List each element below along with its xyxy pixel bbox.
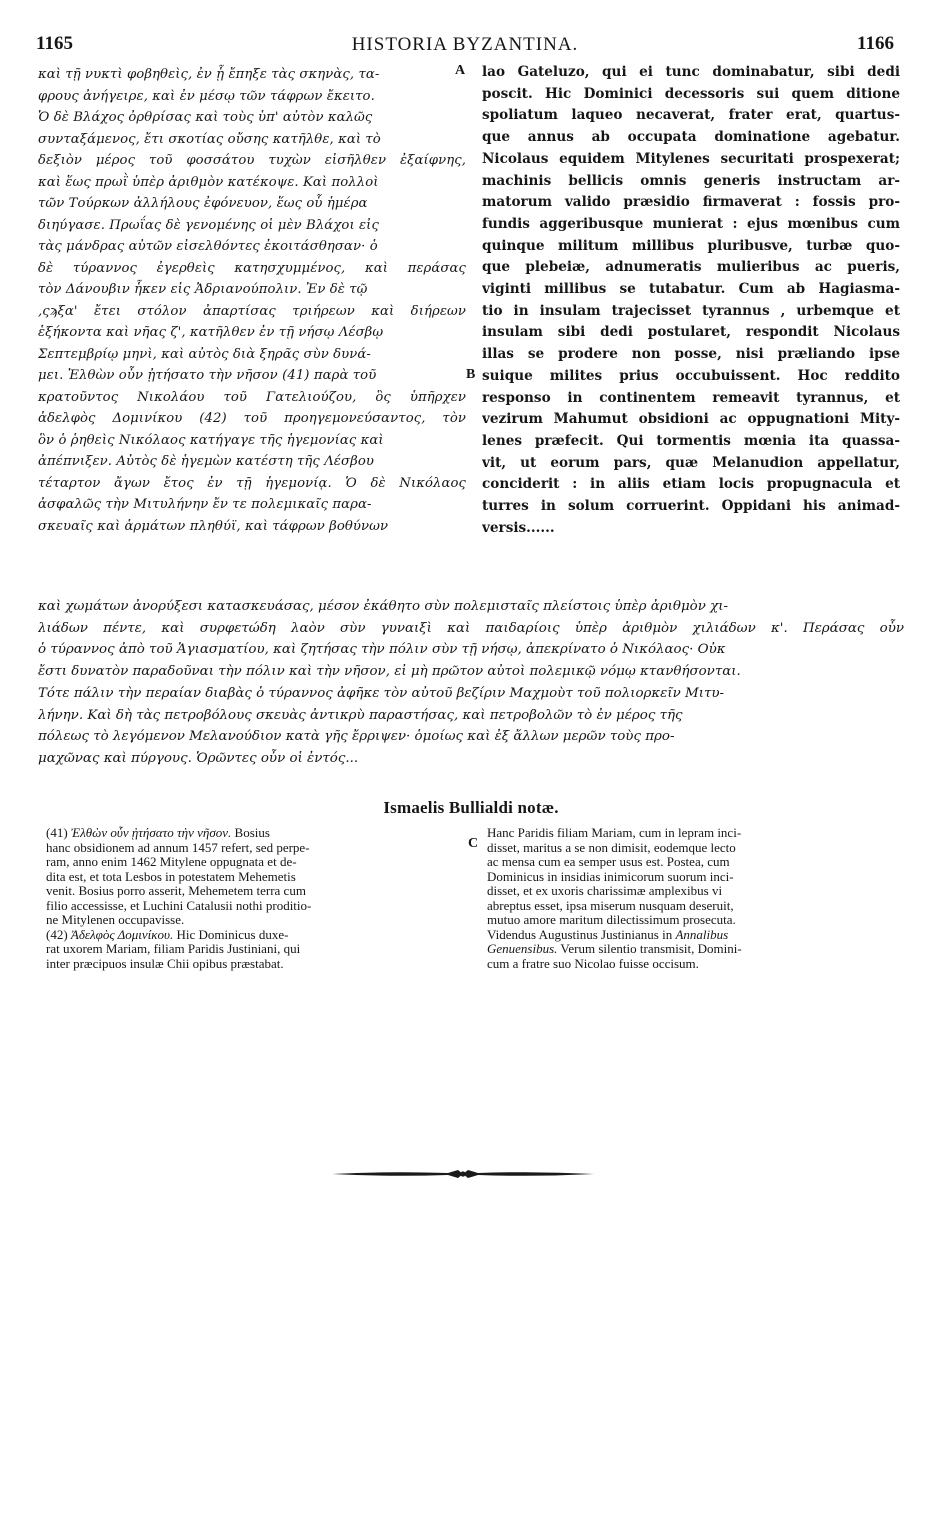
greek-text-line: λιάδων πέντε, καὶ συρφετώδη λαὸν σὺν γυναιξὶ καὶ παιδαρίοις ὑπὲρ ἀριθμὸν χιλιάδων κ'. Περάσας οὖν <box>38 620 904 636</box>
note-text: Bosius <box>231 826 270 840</box>
note-line <box>487 841 907 856</box>
latin-text-line: tio in insulam trajecisset tyrannus , urbemque et <box>482 302 900 319</box>
note-text: rat uxorem Mariam, filiam Paridis Justiniani, qui <box>46 942 301 956</box>
greek-text-line: τὸν Δάνουβιν ἧκεν εἰς Ἀδριανούπολιν. Ἐν δὲ τῷ <box>38 282 368 297</box>
note-line <box>46 928 466 943</box>
latin-text-line: fundis aggeribusque munierat : ejus mœnibus cum <box>482 215 900 232</box>
latin-text-line: lenes præfecit. Qui tormentis mœnia ita quassa- <box>482 432 900 449</box>
note-text: (41) <box>46 826 71 840</box>
greek-text-line: πόλεως τὸ λεγόμενον Μελανούδιον κατὰ γῆς ἔρριψεν· ὁμοίως καὶ ἐξ ἄλλων μερῶν τοὺς προ- <box>38 729 675 745</box>
note-text: dita est, et tota Lesbos in potestatem Mehemetis <box>46 869 296 884</box>
page-number-right: 1166 <box>857 33 894 54</box>
greek-text-line: διηύγασε. Πρωΐας δὲ γενομένης οἱ μὲν Βλάχοι εἰς <box>38 217 379 233</box>
notes-heading: Ismaelis Bullialdi notæ. <box>383 798 559 817</box>
latin-text-line: spoliatum laqueo necaverat, frater erat, quartus- <box>482 107 900 124</box>
latin-text-line: vezirum Mahumut obsidioni ac oppugnationi Mity- <box>482 411 900 428</box>
greek-text-line: ὃν ὁ ῥηθεὶς Νικόλαος κατήγαγε τῆς ἡγεμονίας καὶ <box>38 432 384 448</box>
note-citation: Genuensibus. <box>487 942 558 956</box>
greek-text-full-width <box>38 596 904 770</box>
latin-text-line: turres in solum corruerint. Oppidani his animad- <box>482 498 900 515</box>
note-citation: Ἐλθὼν οὖν ᾐτήσατο τὴν νῆσον. <box>70 826 232 840</box>
greek-text-line: δεξιὸν μέρος τοῦ φοσσάτου τυχὼν εἰσῆλθεν ἐξαίφνης, <box>38 153 466 168</box>
note-text: hanc obsidionem ad annum 1457 refert, sed perpe- <box>46 840 310 855</box>
note-line <box>46 870 466 885</box>
greek-text-line: Τότε πάλιν τὴν περαίαν διαβὰς ὁ τύραννος ἀφῆκε τὸν αὐτοῦ βεζίριν Μαχμοὺτ τοῦ πολιορκεῖν Μιτυ- <box>38 685 725 701</box>
latin-text-line: quinque militum millibus pluribusve, turbæ quo- <box>482 237 900 254</box>
latin-text-line: viginti millibus se tutabatur. Cum ab Hagiasma- <box>482 281 900 298</box>
greek-text-line: Σεπτεμβρίῳ μηνὶ, καὶ αὐτὸς διὰ ξηρᾶς σὺν δυνά- <box>38 346 371 362</box>
greek-text-line: ἀπέπνιξεν. Αὐτὸς δὲ ἡγεμὼν κατέστη τῆς Λέσβου <box>38 454 374 469</box>
latin-text-column <box>482 62 900 539</box>
note-line <box>487 899 907 914</box>
note-line <box>487 942 907 957</box>
margin-marker-b: B <box>466 367 476 382</box>
latin-text-line: matorum valido præsidio firmaverat : fossis pro- <box>482 194 900 211</box>
note-text: abreptus esset, ipsa miserum nusquam deseruit, <box>487 898 734 913</box>
latin-text-line: que annus ab occupata dominatione agebatur. <box>482 129 900 146</box>
latin-text-line: insulam sibi dedi postularet, respondit Nicolaus <box>482 324 900 341</box>
latin-text-line: vit, ut eorum pars, quæ Melanudion appellatur, <box>482 454 900 471</box>
greek-text-line: τέταρτον ἄγων ἔτος ἐν τῇ ἡγεμονίᾳ. Ὁ δὲ Νικόλαος <box>38 475 466 491</box>
note-line <box>487 913 907 928</box>
latin-text-line: Nicolaus equidem Mitylenes securitati prospexerat; <box>482 150 900 167</box>
greek-text-line: τὰς μάνδρας αὐτῶν εἰσελθόντες ἐκοιτάσθησαν· ὁ <box>38 239 378 254</box>
note-line <box>487 855 907 870</box>
running-title: HISTORIA BYZANTINA. <box>351 34 579 55</box>
note-line <box>487 957 907 972</box>
note-line <box>46 942 466 957</box>
greek-text-line: ὁ τύραννος ἀπὸ τοῦ Ἁγιασματίου, καὶ ζητήσας τὴν πόλιν σὺν τῇ νήσῳ, ἀπεκρίνατο ὁ Νικόλαος· Οὐκ <box>38 642 726 658</box>
note-text: Verum silentio transmisit, Domini- <box>557 942 742 956</box>
latin-text-line: suique milites prius occubuissent. Hoc reddito <box>482 367 900 384</box>
greek-text-column <box>38 64 466 537</box>
greek-text-line: τῶν Τούρκων ἀλλήλους ἐφόνευον, ἕως οὗ ἡμέρα <box>38 196 368 211</box>
page-number-left: 1165 <box>36 33 73 54</box>
note-text: disset, et ex uxoris charissimæ amplexibus vi <box>487 884 723 898</box>
latin-text-line: conciderit : in aliis etiam locis propugnacula et <box>482 476 900 493</box>
note-line <box>46 913 466 928</box>
greek-text-line: μει. Ἐλθὼν οὖν ᾐτήσατο τὴν νῆσον (41) παρὰ τοῦ <box>38 368 377 383</box>
margin-marker-a: A <box>455 63 466 78</box>
note-line <box>46 899 466 914</box>
latin-text-line: illas se prodere non posse, nisi præliando ipse <box>482 346 900 363</box>
greek-text-line: καὶ χωμάτων ἀνορύξεσι κατασκευάσας, μέσον ἐκάθητο σὺν πολεμισταῖς πλείστοις ὑπὲρ ἀριθμὸν χι- <box>38 599 729 614</box>
greek-text-line: ἀδελφὸς Δομινίκου (42) τοῦ προηγεμονεύσαντος, τὸν <box>38 411 466 426</box>
latin-text-line: responso in continentem remeavit tyrannus, et <box>482 389 900 406</box>
greek-text-line: Ὁ δὲ Βλάχος ὀρθρίσας καὶ τοὺς ὑπ' αὐτὸν καλῶς <box>38 110 373 125</box>
note-citation: Ἀδελφὸς Δομινίκου. <box>70 927 174 942</box>
greek-text-line: μαχῶνας καὶ πύργους. Ὁρῶντες οὖν οἱ ἐντός... <box>38 750 359 766</box>
greek-text-line: καὶ ἕως πρωῒ ὑπὲρ ἀριθμὸν κατέκοψε. Καὶ πολλοὶ <box>38 174 379 190</box>
note-text: disset, maritus a se non dimisit, eodemque lecto <box>487 840 736 855</box>
note-line <box>46 855 466 870</box>
greek-text-line: ,ςϡξα' ἔτει στόλον ἀπαρτίσας τριήρεων καὶ διήρεων <box>38 303 466 319</box>
greek-text-line: λήνην. Καὶ δὴ τὰς πετροβόλους σκευὰς ἀντικρὺ παραστήσας, καὶ πετροβολῶν τὸ ἐν μέρος τῆς <box>38 707 683 723</box>
note-text: ne Mitylenen occupavisse. <box>46 913 185 927</box>
greek-text-line: ἔστι δυνατὸν παραδοῦναι τὴν πόλιν καὶ τὴν νῆσον, εἰ μὴ πρῶτον αὐτοὶ πολεμικῷ νόμῳ κτανθήσονται. <box>38 664 741 680</box>
greek-text-line: ἀσφαλῶς τὴν Μιτυλήνην ἔν τε πολεμικαῖς παρα- <box>38 497 372 512</box>
note-text: cum a fratre suo Nicolao fuisse occisum. <box>487 956 699 971</box>
latin-text-line: versis...... <box>482 519 555 536</box>
greek-text-line: φρους ἀνήγειρε, καὶ ἐν μέσῳ τῶν τάφρων ἔκειτο. <box>38 88 375 104</box>
note-text: inter præcipuos insulæ Chii opibus præstabat. <box>46 956 284 971</box>
note-text: filio accessisse, et Luchini Catalusii nothi proditio- <box>46 898 312 913</box>
note-text: ram, anno enim 1462 Mitylene oppugnata et de- <box>46 855 297 869</box>
note-line <box>46 957 466 972</box>
note-line <box>46 884 466 899</box>
note-line <box>46 841 466 856</box>
running-header <box>36 33 894 61</box>
note-text: (42) <box>46 927 71 942</box>
note-line <box>487 928 907 943</box>
greek-text-line: κρατοῦντος Νικολάου τοῦ Γατελιούζου, ὃς ὑπῆρχεν <box>38 389 466 405</box>
greek-text-line: δὲ τύραννος ἐγερθεὶς κατησχυμμένος, καὶ περάσας <box>38 260 466 276</box>
note-line <box>487 826 907 841</box>
latin-text-line: que plebeiæ, adnumeratis mulieribus ac pueris, <box>482 259 900 276</box>
note-text: Hanc Paridis filiam Mariam, cum in lepram inci- <box>487 826 742 840</box>
note-text: Videndus Augustinus Justinianus in <box>487 927 676 942</box>
note-text: venit. Bosius porro asserit, Mehemetem terra cum <box>46 884 306 898</box>
note-line <box>487 884 907 899</box>
greek-text-line: καὶ τῇ νυκτὶ φοβηθεὶς, ἐν ᾗ ἔπηξε τὰς σκηνὰς, τα- <box>38 67 380 82</box>
margin-marker-c: C <box>468 836 479 851</box>
end-ornament-rule <box>330 1166 596 1182</box>
latin-text-line: lao Gateluzo, qui ei tunc dominabatur, sibi dedi <box>482 64 900 80</box>
note-text: ac mensa cum ea semper usus est. Postea, cum <box>487 855 730 869</box>
note-line <box>46 826 466 841</box>
note-text: Dominicus in insidias inimicorum suorum inci- <box>487 869 734 884</box>
greek-text-line: σκευαῖς καὶ ἁρμάτων πληθύϊ, καὶ τάφρων βοθύνων <box>38 518 389 534</box>
latin-text-line: poscit. Hic Dominici decessoris sui quem ditione <box>482 85 900 102</box>
notes-left-column <box>46 826 466 971</box>
note-line <box>487 870 907 885</box>
greek-text-line: συνταξάμενος, ἔτι σκοτίας οὔσης κατῆλθε, καὶ τὸ <box>38 131 381 147</box>
latin-text-line: machinis bellicis omnis generis instructam ar- <box>482 172 900 189</box>
note-text: mutuo amore maritum dilectissimum prosecuta. <box>487 913 736 927</box>
note-citation: Annalibus <box>675 927 729 942</box>
notes-right-column <box>487 826 907 971</box>
greek-text-line: ἑξήκοντα καὶ νῆας ζ', κατῆλθεν ἐν τῇ νήσῳ Λέσβῳ <box>38 325 384 340</box>
note-text: Hic Dominicus duxe- <box>173 927 289 942</box>
